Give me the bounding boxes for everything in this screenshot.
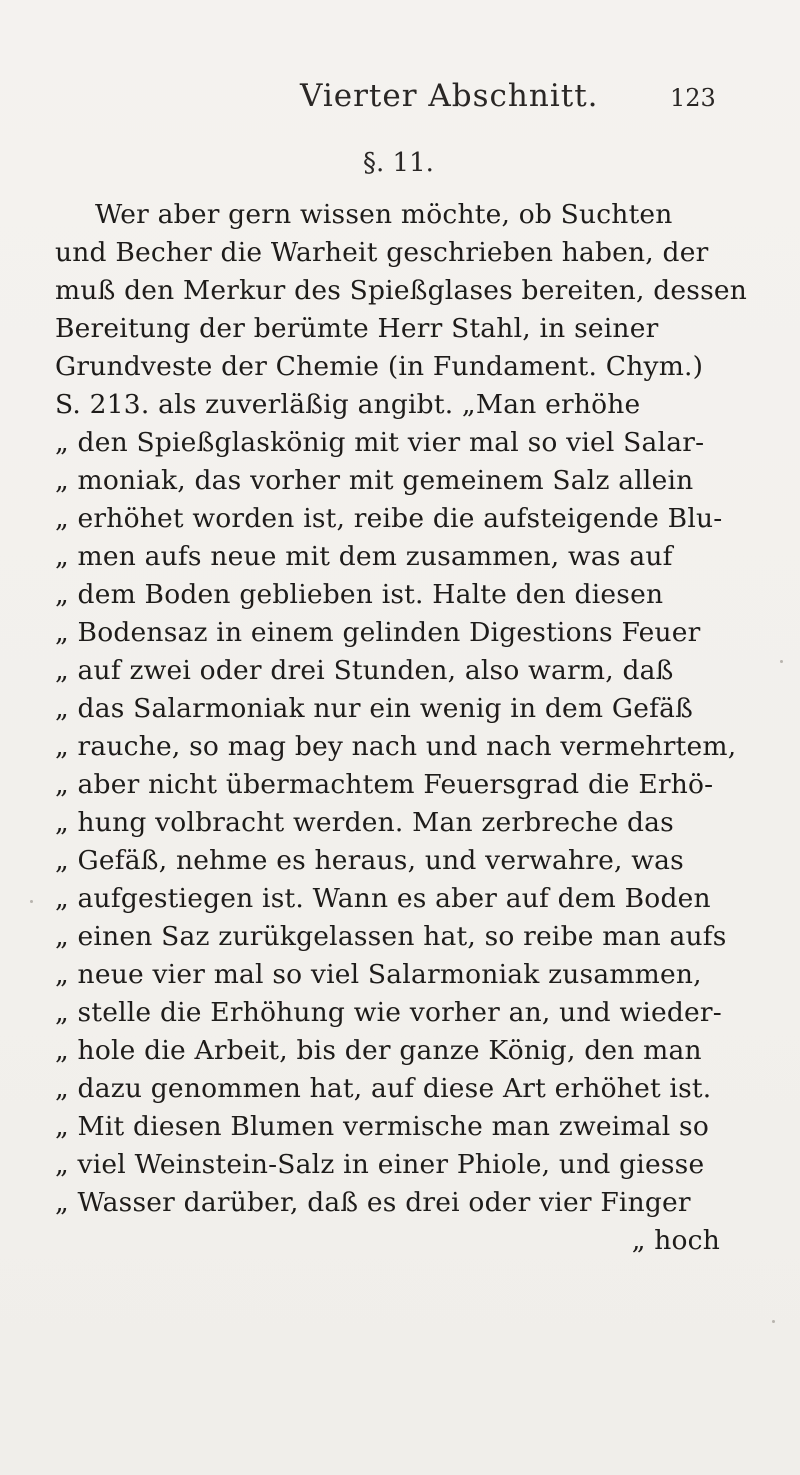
quoted-line: „ viel Weinstein-Salz in einer Phiole, und giesse bbox=[55, 1149, 705, 1180]
quoted-line: „ moniak, das vorher mit gemeinem Salz allein bbox=[55, 465, 694, 496]
quoted-line: „ dazu genommen hat, auf diese Art erhöhet ist. bbox=[55, 1073, 712, 1104]
quoted-line: „ Mit diesen Blumen vermische man zweimal so bbox=[55, 1111, 709, 1142]
text-line: Grundveste der Chemie (in Fundament. Chym.) bbox=[55, 351, 704, 382]
quoted-line: „ den Spießglaskönig mit vier mal so viel Salar- bbox=[55, 427, 705, 458]
text-line: und Becher die Warheit geschrieben haben, der bbox=[55, 237, 709, 268]
quoted-line: „ dem Boden geblieben ist. Halte den diesen bbox=[55, 579, 664, 610]
text-line: S. 213. als zuverläßig angibt. „Man erhöhe bbox=[55, 389, 641, 420]
quoted-line: „ erhöhet worden ist, reibe die aufsteigende Blu- bbox=[55, 503, 723, 534]
section-heading: §. 11. bbox=[363, 148, 434, 178]
quoted-line: „ stelle die Erhöhung wie vorher an, und wieder- bbox=[55, 997, 722, 1028]
text-line: Wer aber gern wissen möchte, ob Suchten bbox=[95, 199, 673, 230]
quoted-line: „ Wasser darüber, daß es drei oder vier Finger bbox=[55, 1187, 691, 1218]
paper-speck bbox=[30, 900, 33, 903]
body-text bbox=[55, 196, 775, 1260]
quoted-line: „ das Salarmoniak nur ein wenig in dem Gefäß bbox=[55, 693, 694, 724]
quoted-line: „ hung volbracht werden. Man zerbreche das bbox=[55, 807, 674, 838]
page-number: 123 bbox=[670, 84, 716, 112]
catchword: „ hoch bbox=[631, 1225, 720, 1256]
quoted-line: „ rauche, so mag bey nach und nach vermehrtem, bbox=[55, 731, 737, 762]
page-header bbox=[0, 78, 800, 118]
quoted-line: „ aber nicht übermachtem Feuersgrad die Erhö- bbox=[55, 769, 714, 800]
text-line: Bereitung der berümte Herr Stahl, in seiner bbox=[55, 313, 659, 344]
quoted-line: „ aufgestiegen ist. Wann es aber auf dem Boden bbox=[55, 883, 711, 914]
quoted-line: „ men aufs neue mit dem zusammen, was auf bbox=[55, 541, 673, 572]
quoted-line: „ hole die Arbeit, bis der ganze König, den man bbox=[55, 1035, 702, 1066]
quoted-line: „ einen Saz zurükgelassen hat, so reibe man aufs bbox=[55, 921, 727, 952]
quoted-line: „ neue vier mal so viel Salarmoniak zusammen, bbox=[55, 959, 702, 990]
text-line: muß den Merkur des Spießglases bereiten, dessen bbox=[55, 275, 748, 306]
paper-speck bbox=[780, 660, 783, 663]
quoted-line: „ Bodensaz in einem gelinden Digestions Feuer bbox=[55, 617, 701, 648]
running-head: Vierter Abschnitt. bbox=[300, 78, 599, 114]
quoted-line: „ Gefäß, nehme es heraus, und verwahre, was bbox=[55, 845, 684, 876]
quoted-line: „ auf zwei oder drei Stunden, also warm, daß bbox=[55, 655, 674, 686]
paper-speck bbox=[772, 1320, 775, 1323]
